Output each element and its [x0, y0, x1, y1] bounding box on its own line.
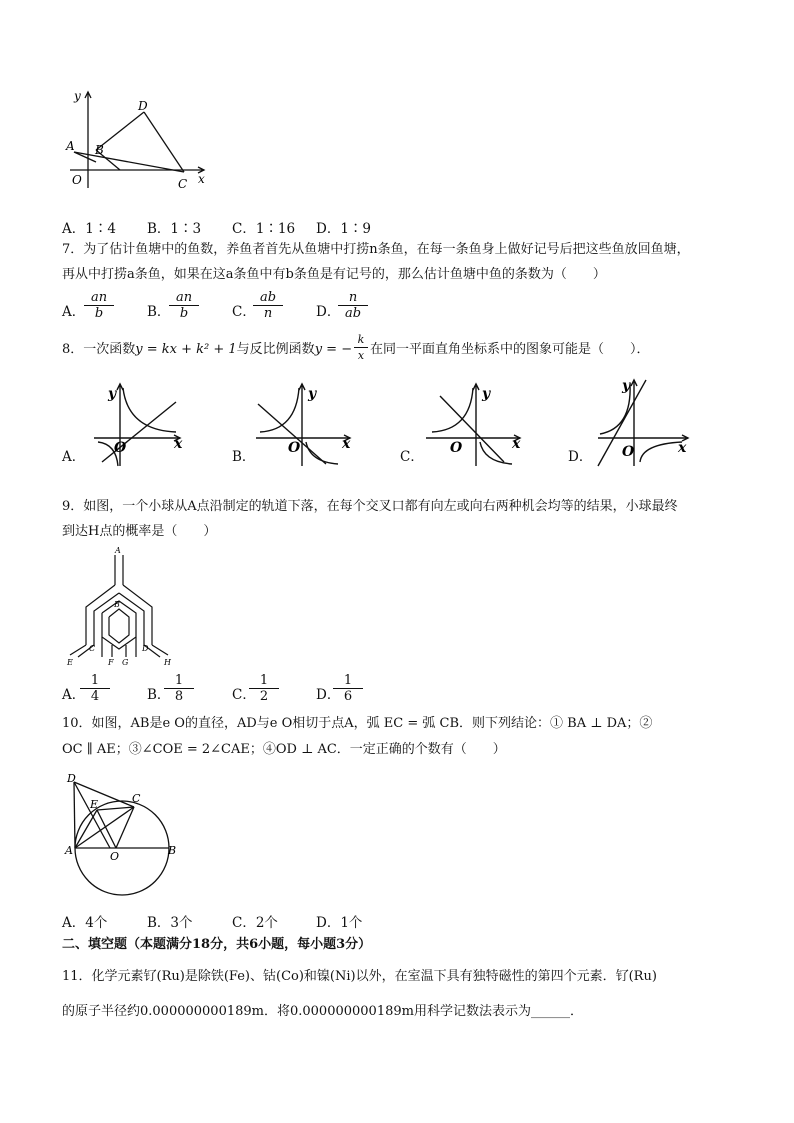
q8-b-label-o: O	[288, 440, 301, 456]
q8-a-label-x: x	[174, 436, 183, 452]
q8-stem	[62, 341, 352, 359]
q6-label-B: B	[95, 143, 104, 157]
q8-d-label-x: x	[678, 440, 687, 456]
q6-figure	[62, 88, 212, 198]
q6-label-D: D	[138, 99, 148, 113]
q9-c-den: 2	[259, 689, 269, 704]
q10-label-E: E	[90, 798, 99, 811]
q10-figure	[62, 770, 187, 898]
q9-option-a-frac	[80, 673, 110, 705]
q9-label-H: H	[164, 658, 171, 667]
q9-label-A: A	[115, 546, 121, 555]
q10-label-O: O	[110, 850, 120, 863]
q9-label-C: C	[89, 644, 96, 653]
q9-option-b-label: B．	[147, 687, 171, 703]
q8-option-c: C．	[400, 449, 424, 465]
q7-c-num: ab	[253, 290, 283, 306]
q9-label-B: B	[114, 600, 120, 609]
q6-option-a: A．1∶4	[62, 221, 116, 237]
q8-a-label-o: O	[114, 440, 127, 456]
q8-eq1: y = kx + k² + 1	[135, 342, 237, 357]
q9-c-num: 1	[249, 673, 279, 689]
q6-label-O: O	[72, 173, 82, 187]
q10-label-D: D	[67, 772, 76, 785]
q8-c-label-y: y	[482, 386, 491, 402]
q7-b-num: an	[169, 290, 199, 306]
q6-label-A: A	[66, 139, 75, 153]
q9-label-G: G	[122, 658, 129, 667]
q10-option-a: A．4个	[62, 915, 108, 931]
q9-option-a-label: A．	[62, 687, 86, 703]
q7-option-d-label: D．	[316, 304, 341, 320]
q7-option-b-label: B．	[147, 304, 171, 320]
q7-option-c-label: C．	[232, 304, 256, 320]
q10-label-B: B	[168, 844, 177, 857]
q8-option-b: B．	[232, 449, 256, 465]
q10-option-b: B．3个	[147, 915, 193, 931]
q8-c-label-o: O	[450, 440, 463, 456]
q6-option-d: D．1∶9	[316, 221, 372, 237]
q8-eq2-frac	[354, 332, 368, 364]
q9-label-F: F	[108, 658, 114, 667]
section2-heading: 二、填空题（本题满分18分，共6小题，每小题3分）	[62, 937, 372, 952]
q7-option-d-frac	[338, 290, 368, 322]
q7-option-a-frac	[84, 290, 114, 322]
q8-graph-d	[592, 376, 702, 470]
q8-c-label-x: x	[512, 436, 521, 452]
q9-option-d-label: D．	[316, 687, 341, 703]
q9-a-den: 4	[90, 689, 100, 704]
q9-option-c-frac	[249, 673, 279, 705]
q8-suffix: 在同一平面直角坐标系中的图象可能是（ ）．	[370, 342, 650, 357]
q8-b-label-y: y	[308, 386, 317, 402]
q7-option-b-frac	[169, 290, 199, 322]
q8-option-d: D．	[568, 449, 593, 465]
q9-line2: 到达H点的概率是（ ）	[62, 524, 217, 539]
q10-line1: 10．如图，AB是e O的直径，AD与e O相切于点A，弧 EC = 弧 CB．则下列结论：① BA ⊥ DA；②	[62, 716, 653, 731]
q8-graph-b	[250, 380, 360, 470]
q7-d-num: n	[338, 290, 368, 306]
q11-line2: 的原子半径约0.000000000189m．将0.000000000189m用科学记数法表示为______．	[62, 1004, 583, 1019]
q8-a-label-y: y	[108, 386, 117, 402]
q7-line1: 7．为了估计鱼塘中的鱼数，养鱼者首先从鱼塘中打捞n条鱼，在每一条鱼身上做好记号后把这些鱼放回鱼塘，	[62, 242, 690, 257]
q7-option-c-frac	[253, 290, 283, 322]
q8-graph-c	[420, 380, 530, 470]
q8-eq2-left: y = −	[314, 342, 353, 357]
q9-b-num: 1	[164, 673, 194, 689]
q9-option-c-label: C．	[232, 687, 256, 703]
q8-d-label-o: O	[622, 444, 635, 460]
q7-b-den: b	[179, 306, 189, 321]
q7-option-a-label: A．	[62, 304, 86, 320]
q7-a-den: b	[94, 306, 104, 321]
q10-option-c: C．2个	[232, 915, 278, 931]
q8-option-a: A．	[62, 449, 86, 465]
q7-c-den: n	[263, 306, 273, 321]
q11-line1: 11．化学元素钌(Ru)是除铁(Fe)、钴(Co)和镍(Ni)以外，在室温下具有独特磁性的第四个元素．钌(Ru)	[62, 969, 657, 984]
q9-b-den: 8	[174, 689, 184, 704]
q9-label-D: D	[142, 644, 149, 653]
q8-d-label-y: y	[622, 378, 631, 394]
q8-prefix: 8．一次函数	[62, 342, 136, 357]
q8-graph-a	[90, 380, 200, 470]
q9-option-b-frac	[164, 673, 194, 705]
q9-a-num: 1	[80, 673, 110, 689]
q9-line1: 9．如图，一个小球从A点沿制定的轨道下落，在每个交叉口都有向左或向右两种机会均等的结果，小球最终	[62, 499, 678, 514]
q7-line2: 再从中打捞a条鱼，如果在这a条鱼中有b条鱼是有记号的，那么估计鱼塘中鱼的条数为（ ）	[62, 267, 606, 282]
q6-label-C: C	[178, 177, 188, 191]
q9-option-d-frac	[333, 673, 363, 705]
q6-option-b: B．1∶3	[147, 221, 202, 237]
q7-a-num: an	[84, 290, 114, 306]
q8-mid: 与反比例函数	[236, 342, 315, 357]
q10-line2: OC ∥ AE；③∠COE = 2∠CAE；④OD ⊥ AC．一定正确的个数有（ ）	[62, 742, 506, 757]
q10-label-C: C	[132, 792, 141, 805]
q6-label-y: y	[74, 89, 81, 103]
q9-d-num: 1	[333, 673, 363, 689]
q10-option-d: D．1个	[316, 915, 363, 931]
q6-option-c: C．1∶16	[232, 221, 296, 237]
q8-b-label-x: x	[342, 436, 351, 452]
q9-label-E: E	[67, 658, 73, 667]
q9-d-den: 6	[343, 689, 353, 704]
q6-label-x: x	[198, 172, 205, 186]
q8-eq2-den: x	[357, 349, 365, 362]
q10-label-A: A	[65, 844, 73, 857]
q9-figure	[62, 545, 182, 667]
q8-eq2-num: k	[354, 332, 368, 348]
q7-d-den: ab	[344, 306, 362, 321]
